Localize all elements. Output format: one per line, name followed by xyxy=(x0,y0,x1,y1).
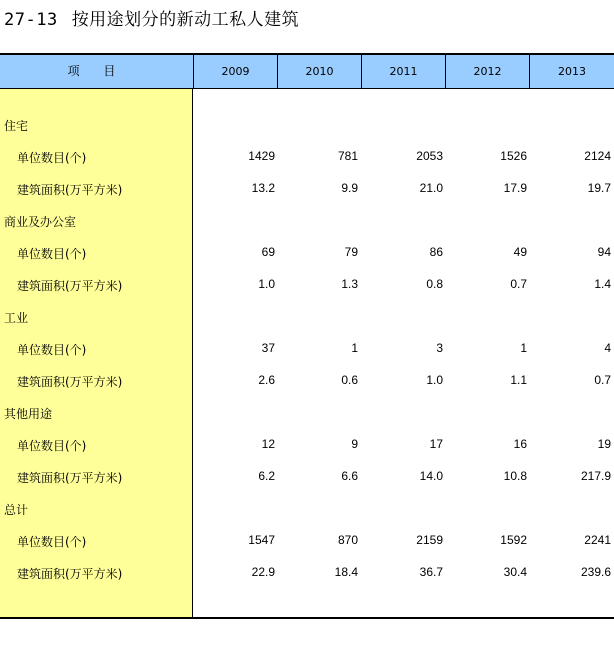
value-cell-2013: 94 xyxy=(597,245,611,259)
category-row xyxy=(0,309,614,329)
table-row xyxy=(0,373,614,393)
category-label: 商业及办公室 xyxy=(4,215,77,229)
row-label: 建筑面积(万平方米) xyxy=(17,279,123,293)
table-number: 27-13 xyxy=(4,10,58,30)
value-cell-2012: 1.1 xyxy=(510,373,527,387)
value-cell-2009: 2.6 xyxy=(258,373,275,387)
value-cell-2011: 21.0 xyxy=(419,181,443,195)
value-cell-2012: 16 xyxy=(513,437,527,451)
value-cell-2010: 18.4 xyxy=(334,565,358,579)
value-cell-2012: 10.8 xyxy=(503,469,527,483)
row-label: 单位数目(个) xyxy=(17,535,87,549)
value-cell-2009: 1.0 xyxy=(258,277,275,291)
value-cell-2010: 1.3 xyxy=(341,277,358,291)
value-cell-2013: 217.9 xyxy=(580,469,611,483)
value-cell-2013: 19.7 xyxy=(587,181,611,195)
value-cell-2012: 1592 xyxy=(500,533,527,547)
value-cell-2010: 79 xyxy=(344,245,358,259)
table-title: 按用途划分的新动工私人建筑 xyxy=(71,10,300,30)
value-cell-2011: 0.8 xyxy=(426,277,443,291)
value-cell-2013: 1.4 xyxy=(594,277,611,291)
table-row xyxy=(0,277,614,297)
category-row xyxy=(0,117,614,137)
header-year-2010: 2010 xyxy=(277,55,361,88)
value-cell-2009: 22.9 xyxy=(251,565,275,579)
value-cell-2013: 2124 xyxy=(584,149,611,163)
category-label: 住宅 xyxy=(4,119,29,133)
table-row xyxy=(0,437,614,457)
row-label: 建筑面积(万平方米) xyxy=(17,567,123,581)
value-cell-2011: 3 xyxy=(436,341,443,355)
header-year-2011: 2011 xyxy=(361,55,445,88)
value-cell-2011: 2159 xyxy=(416,533,443,547)
value-cell-2009: 6.2 xyxy=(258,469,275,483)
category-row xyxy=(0,405,614,425)
category-label: 工业 xyxy=(4,311,29,325)
value-cell-2010: 1 xyxy=(351,341,358,355)
value-cell-2010: 781 xyxy=(337,149,358,163)
value-cell-2013: 2241 xyxy=(584,533,611,547)
value-cell-2010: 6.6 xyxy=(341,469,358,483)
value-cell-2011: 17 xyxy=(429,437,443,451)
value-cell-2012: 0.7 xyxy=(510,277,527,291)
value-cell-2011: 1.0 xyxy=(426,373,443,387)
value-cell-2012: 1526 xyxy=(500,149,527,163)
header-year-2009: 2009 xyxy=(193,55,277,88)
value-cell-2012: 30.4 xyxy=(503,565,527,579)
value-cell-2010: 9.9 xyxy=(341,181,358,195)
value-cell-2010: 0.6 xyxy=(341,373,358,387)
value-cell-2013: 19 xyxy=(597,437,611,451)
value-cell-2011: 86 xyxy=(429,245,443,259)
table-row xyxy=(0,533,614,553)
category-label: 总计 xyxy=(4,503,29,517)
category-row xyxy=(0,501,614,521)
row-label: 单位数目(个) xyxy=(17,151,87,165)
table-row xyxy=(0,469,614,489)
value-cell-2012: 49 xyxy=(513,245,527,259)
value-cell-2011: 2053 xyxy=(416,149,443,163)
value-cell-2012: 1 xyxy=(520,341,527,355)
value-cell-2013: 239.6 xyxy=(580,565,611,579)
table-row xyxy=(0,341,614,361)
value-cell-2010: 870 xyxy=(337,533,358,547)
row-label: 单位数目(个) xyxy=(17,343,87,357)
value-cell-2010: 9 xyxy=(351,437,358,451)
row-label: 建筑面积(万平方米) xyxy=(17,471,123,485)
value-cell-2009: 1547 xyxy=(248,533,275,547)
value-cell-2011: 14.0 xyxy=(419,469,443,483)
table-row xyxy=(0,565,614,585)
value-cell-2013: 0.7 xyxy=(594,373,611,387)
value-cell-2009: 69 xyxy=(261,245,275,259)
category-label: 其他用途 xyxy=(4,407,53,421)
value-cell-2009: 12 xyxy=(261,437,275,451)
value-cell-2009: 37 xyxy=(261,341,275,355)
table-bottom-rule xyxy=(0,617,614,619)
row-label: 单位数目(个) xyxy=(17,247,87,261)
header-year-2013: 2013 xyxy=(529,55,614,88)
header-year-2012: 2012 xyxy=(445,55,529,88)
value-cell-2009: 13.2 xyxy=(251,181,275,195)
row-label: 建筑面积(万平方米) xyxy=(17,375,123,389)
table-header xyxy=(0,55,614,89)
table-row xyxy=(0,181,614,201)
value-cell-2013: 4 xyxy=(604,341,611,355)
value-cell-2011: 36.7 xyxy=(419,565,443,579)
header-item-label: 项 目 xyxy=(67,64,126,78)
table-row xyxy=(0,149,614,169)
table-row xyxy=(0,245,614,265)
row-label: 单位数目(个) xyxy=(17,439,87,453)
value-cell-2012: 17.9 xyxy=(503,181,527,195)
row-label: 建筑面积(万平方米) xyxy=(17,183,123,197)
category-row xyxy=(0,213,614,233)
value-cell-2009: 1429 xyxy=(248,149,275,163)
